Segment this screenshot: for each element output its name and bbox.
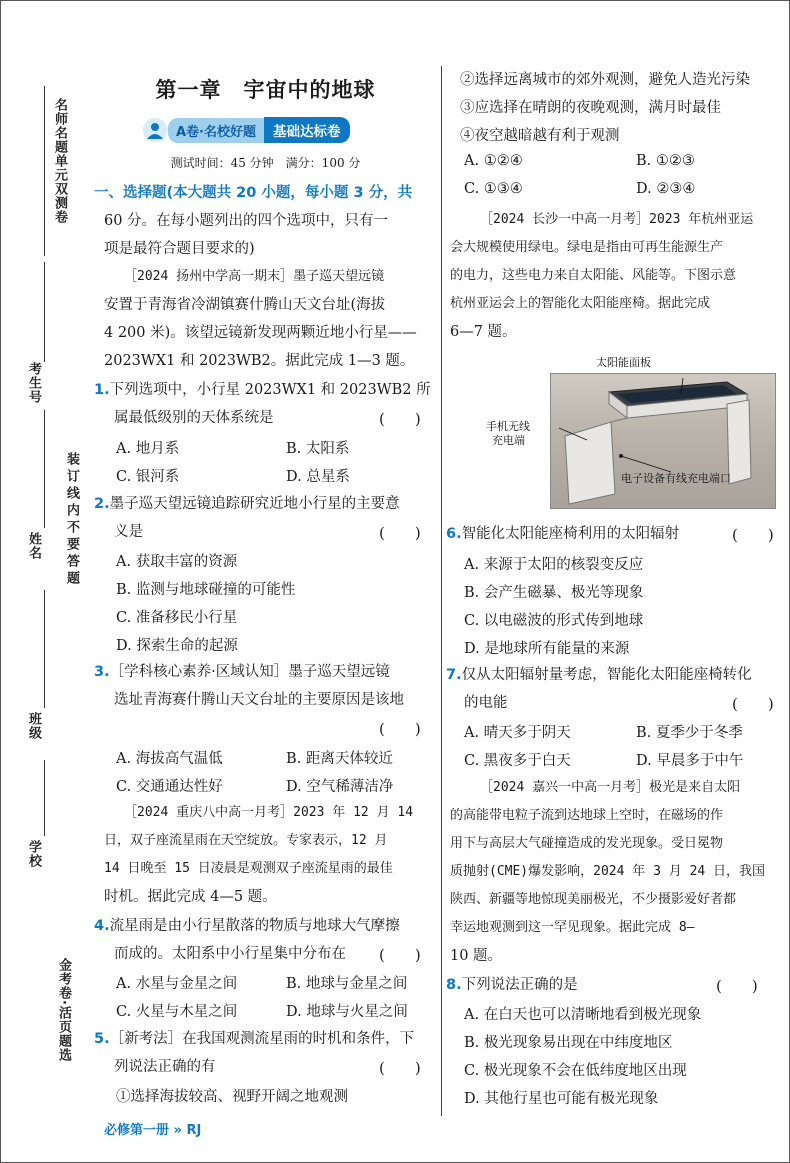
q2-option-b[interactable]: B. 监测与地球碰撞的可能性 [116, 582, 296, 598]
answer-blank-4[interactable]: ( ) [379, 946, 421, 964]
school-line [44, 760, 45, 836]
solar-bench-drawing [551, 374, 775, 508]
exam-no-line [44, 262, 45, 362]
q4-option-c[interactable]: C. 火星与木星之间 [116, 1004, 238, 1020]
q3-option-b[interactable]: B. 距离天体较近 [286, 751, 393, 767]
question-8: 8.下列说法正确的是 [446, 977, 578, 993]
series-label: 名师名题单元双测卷 [52, 98, 67, 224]
question-4: 4.流星雨是由小行星散落的物质与地球大气摩擦 [94, 918, 400, 934]
q7-option-b[interactable]: B. 夏季少于冬季 [636, 725, 743, 741]
q8-option-b[interactable]: B. 极光现象易出现在中纬度地区 [464, 1035, 673, 1051]
figure-label-port: 电子设备有线充电端口 [621, 472, 731, 485]
answer-blank-2[interactable]: ( ) [379, 524, 421, 542]
q6-option-c[interactable]: C. 以电磁波的形式传到地球 [464, 613, 644, 629]
passage-line: ［2024 嘉兴一中高一月考］极光是来自太阳 [480, 780, 741, 795]
q5-statement-2: ②选择远离城市的郊外观测，避免人造光污染 [460, 72, 750, 88]
school-label: 学校 [26, 840, 41, 868]
question-2: 2.墨子巡天望远镜追踪研究近地小行星的主要意 [94, 496, 400, 512]
q7-option-a[interactable]: A. 晴天多于阴天 [464, 725, 571, 741]
q1-option-d[interactable]: D. 总星系 [286, 469, 350, 485]
binding-rule [44, 86, 45, 256]
answer-blank-1[interactable]: ( ) [379, 410, 421, 428]
q5-option-d[interactable]: D. ②③④ [636, 181, 696, 197]
passage-line: 6—7 题。 [450, 324, 517, 340]
figure-label-panel: 太阳能面板 [596, 356, 651, 369]
brand-label: 金考卷·活页题选 [56, 958, 71, 1062]
q7-option-c[interactable]: C. 黑夜多于白天 [464, 753, 571, 769]
question-number: 5. [94, 1031, 110, 1047]
q1-option-b[interactable]: B. 太阳系 [286, 441, 350, 457]
footer-book: 必修第一册 » RJ [104, 1123, 202, 1138]
question-7: 7.仅从太阳辐射量考虑，智能化太阳能座椅转化 [446, 667, 752, 683]
question-number: 3. [94, 664, 110, 680]
badge-level: A卷·名校好题 [168, 118, 264, 143]
question-number: 7. [446, 667, 462, 683]
answer-blank-8[interactable]: ( ) [716, 977, 758, 995]
test-meta: 测试时间：45 分钟 满分：100 分 [170, 156, 361, 170]
answer-blank-7[interactable]: ( ) [732, 695, 774, 713]
passage-line: 质抛射(CME)爆发影响，2024 年 3 月 24 日，我国 [450, 864, 766, 879]
q8-option-d[interactable]: D. 其他行星也可能有极光现象 [464, 1091, 659, 1107]
exam-no-label: 考生号 [26, 362, 41, 404]
student-icon [142, 117, 168, 143]
question-number: 1. [94, 382, 110, 398]
question-5-cont: 列说法正确的有 [114, 1059, 216, 1075]
q6-option-b[interactable]: B. 会产生磁暴、极光等现象 [464, 585, 644, 601]
badge-type: 基础达标卷 [264, 117, 350, 143]
question-number: 6. [446, 526, 462, 542]
q5-statement-3: ③应选择在晴朗的夜晚观测，满月时最佳 [460, 100, 721, 116]
passage-line: 用下与高层大气碰撞造成的发光现象。受日冕物 [450, 836, 724, 851]
cut-line-text: 装订线内不要答题 [64, 452, 79, 588]
section-instructions: 60 分。在每小题列出的四个选项中，只有一 [104, 213, 389, 229]
q8-option-a[interactable]: A. 在白天也可以清晰地看到极光现象 [464, 1007, 702, 1023]
question-3-cont: 选址青海赛什腾山天文台址的主要原因是该地 [114, 692, 404, 708]
question-3: 3.［学科核心素养·区域认知］墨子巡天望远镜 [94, 664, 390, 680]
q3-option-c[interactable]: C. 交通通达性好 [116, 779, 223, 795]
q5-statement-1: ①选择海拔较高、视野开阔之地观测 [116, 1089, 348, 1105]
q4-option-d[interactable]: D. 地球与火星之间 [286, 1004, 408, 1020]
question-2-cont: 义是 [114, 524, 143, 540]
passage-line: ［2024 重庆八中高一月考］2023 年 12 月 14 [124, 805, 414, 820]
q6-option-d[interactable]: D. 是地球所有能量的来源 [464, 641, 630, 657]
passage-line: 10 题。 [450, 948, 503, 964]
q5-option-a[interactable]: A. ①②④ [464, 153, 523, 169]
passage-line: ［2024 扬州中学高一期末］墨子巡天望远镜 [124, 269, 385, 284]
question-1: 1.下列选项中，小行星 2023WX1 和 2023WB2 所 [94, 382, 431, 398]
question-number: 8. [446, 977, 462, 993]
passage-line: 陕西、新疆等地惊现美丽极光，不少摄影爱好者都 [450, 892, 737, 907]
q1-option-a[interactable]: A. 地月系 [116, 441, 180, 457]
question-number: 4. [94, 918, 110, 934]
answer-blank-6[interactable]: ( ) [732, 526, 774, 544]
figure-label-wireless: 手机无线 [486, 420, 530, 433]
q2-option-c[interactable]: C. 准备移民小行星 [116, 610, 238, 626]
question-number: 2. [94, 496, 110, 512]
name-label: 姓名 [26, 532, 41, 560]
q5-option-c[interactable]: C. ①③④ [464, 181, 523, 197]
figure-label-wireless: 充电端 [492, 434, 525, 447]
question-5: 5.［新考法］在我国观测流星雨的时机和条件，下 [94, 1031, 415, 1047]
passage-line: 安置于青海省冷湖镇赛什腾山天文台址(海拔 [104, 297, 386, 313]
section-instructions: 项是最符合题目要求的) [104, 241, 255, 257]
q1-option-c[interactable]: C. 银河系 [116, 469, 180, 485]
q6-option-a[interactable]: A. 来源于太阳的核裂变反应 [464, 557, 644, 573]
q5-statement-4: ④夜空越暗越有利于观测 [460, 128, 620, 144]
passage-line: 的高能带电粒子流到达地球上空时，在磁场的作 [450, 808, 724, 823]
question-4-cont: 而成的。太阳系中小行星集中分布在 [114, 946, 346, 962]
section-heading: 一、选择题(本大题共 20 小题，每小题 3 分，共 [94, 185, 413, 201]
name-line [44, 410, 45, 528]
chapter-title: 第一章 宇宙中的地球 [155, 78, 376, 102]
q5-option-b[interactable]: B. ①②③ [636, 153, 695, 169]
passage-line: 杭州亚运会上的智能化太阳能座椅。据此完成 [450, 296, 711, 311]
passage-line: 日，双子座流星雨在天空绽放。专家表示，12 月 [104, 833, 388, 848]
passage-line: 的电力，这些电力来自太阳能、风能等。下图示意 [450, 268, 737, 283]
q2-option-a[interactable]: A. 获取丰富的资源 [116, 554, 238, 570]
question-6: 6.智能化太阳能座椅利用的太阳辐射 [446, 526, 680, 542]
class-label: 班级 [26, 712, 41, 740]
q7-option-d[interactable]: D. 早晨多于中午 [636, 753, 744, 769]
q4-option-b[interactable]: B. 地球与金星之间 [286, 976, 408, 992]
passage-line: 2023WX1 和 2023WB2。据此完成 1—3 题。 [104, 353, 415, 369]
q3-option-d[interactable]: D. 空气稀薄洁净 [286, 779, 394, 795]
solar-bench-photo [550, 373, 776, 509]
column-divider [441, 66, 442, 1116]
q8-option-c[interactable]: C. 极光现象不会在低纬度地区出现 [464, 1063, 687, 1079]
passage-line: 会大规模使用绿电。绿电是指由可再生能源生产 [450, 240, 724, 255]
class-line [44, 590, 45, 708]
passage-line: 4 200 米)。该望远镜新发现两颗近地小行星—— [104, 325, 417, 341]
section-badge [142, 117, 350, 143]
passage-line: 幸运地观测到这一罕见现象。据此完成 8— [450, 920, 695, 935]
question-7-cont: 的电能 [464, 695, 508, 711]
question-1-cont: 属最低级别的天体系统是 [114, 410, 274, 426]
passage-line: 14 日晚至 15 日凌晨是观测双子座流星雨的最佳 [104, 861, 393, 876]
passage-line: 时机。据此完成 4—5 题。 [104, 889, 277, 905]
passage-line: ［2024 长沙一中高一月考］2023 年杭州亚运 [480, 212, 754, 227]
q4-option-a[interactable]: A. 水星与金星之间 [116, 976, 238, 992]
q2-option-d[interactable]: D. 探索生命的起源 [116, 638, 238, 654]
answer-blank-5[interactable]: ( ) [379, 1059, 421, 1077]
answer-blank-3[interactable]: ( ) [379, 720, 421, 738]
q3-option-a[interactable]: A. 海拔高气温低 [116, 751, 223, 767]
